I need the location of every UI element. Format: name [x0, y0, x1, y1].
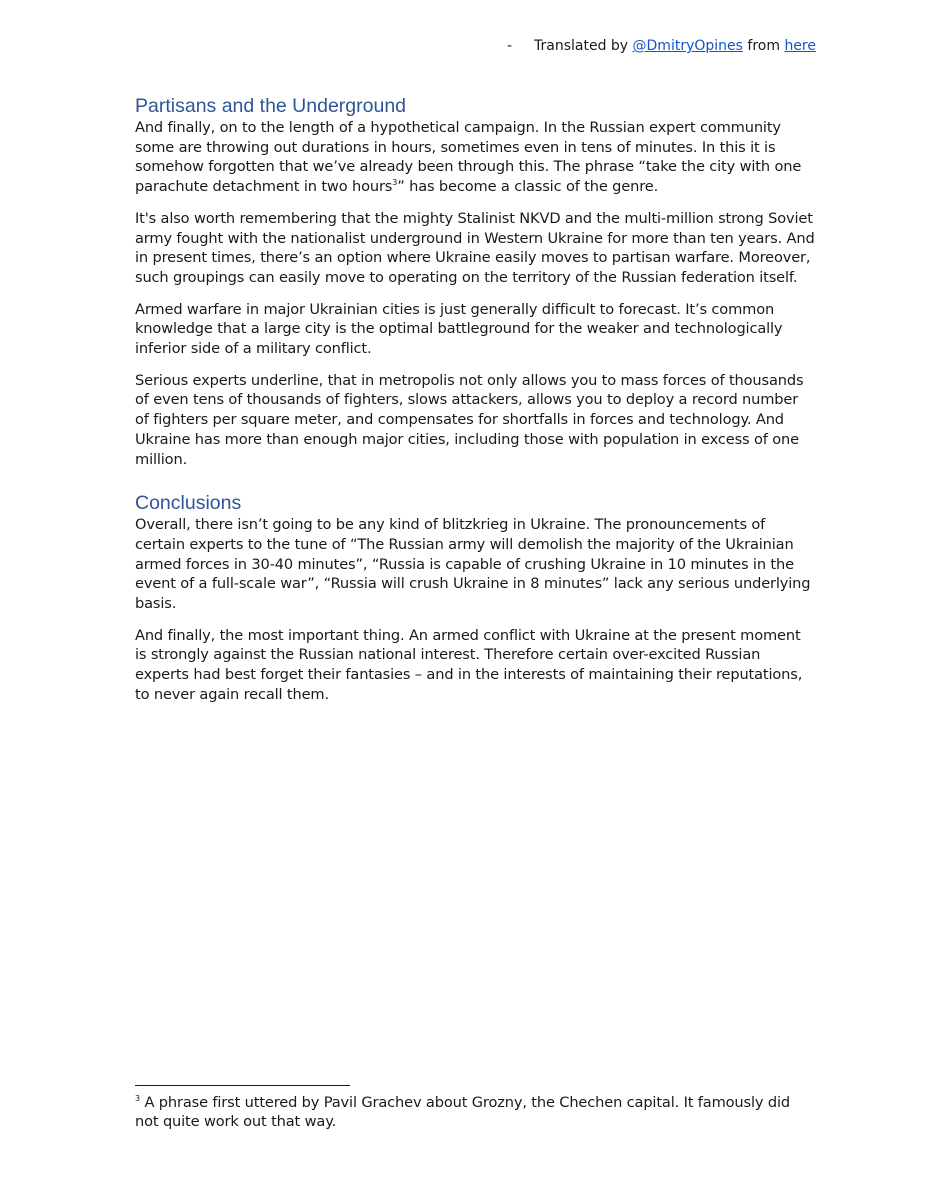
header-prefix: Translated by — [534, 38, 633, 54]
footnote-reference[interactable]: 3 — [392, 178, 398, 188]
header-dash: - — [507, 38, 513, 54]
paragraph-text: ” has become a classic of the genre. — [397, 178, 659, 196]
footnote — [135, 1094, 815, 1131]
paragraph: Armed warfare in major Ukrainian cities is just generally difficult to forecast. It’s common knowledge that a large city is the optimal battleground for the weaker and technologically inferior side of a military conflict. — [135, 300, 783, 358]
page-header — [507, 36, 816, 56]
footnote-separator — [135, 1085, 350, 1086]
paragraph: Serious experts underline, that in metropolis not only allows you to mass forces of thousands of even tens of thousands of fighters, slows attackers, allows you to deploy a record number of fighters per square meter, and compensates for shortfalls in forces and technology. And Ukraine has more than enough major cities, including those with population in excess of one million. — [135, 371, 804, 468]
paragraph — [135, 118, 815, 197]
section-spacer — [135, 481, 815, 491]
footnote-text: A phrase first uttered by Pavil Grachev about Grozny, the Chechen capital. It famously did not quite work out that way. — [135, 1094, 790, 1130]
document-body — [135, 94, 815, 717]
header-middle: from — [742, 38, 785, 54]
footnote-number: 3 — [135, 1094, 140, 1104]
paragraph-text: And finally, on to the length of a hypothetical campaign. In the Russian expert community some are throwing out durations in hours, sometimes even in tens of minutes. In this it is somehow forgotten that we’ve already been through this. The phrase “take the city with one parachute detachment in two hours — [135, 119, 802, 196]
paragraph: It's also worth remembering that the mighty Stalinist NKVD and the multi-million strong Soviet army fought with the nationalist underground in Western Ukraine for more than ten years. And in present times, there’s an option where Ukraine easily moves to partisan warfare. Moreover, such groupings can easily move to operating on the territory of the Russian federation itself. — [135, 209, 815, 286]
translator-link[interactable]: @DmitryOpines — [632, 38, 743, 54]
section-heading-partisans: Partisans and the Underground — [135, 95, 407, 117]
section-heading-conclusions: Conclusions — [135, 492, 242, 515]
paragraph: Overall, there isn’t going to be any kind of blitzkrieg in Ukraine. The pronouncements of certain experts to the tune of “The Russian army will demolish the majority of the Ukrainian armed forces in 30-40 minutes”, “Russia is capable of crushing Ukraine in 10 minutes in the event of a full-scale war”, “Russia will crush Ukraine in 8 minutes” lack any serious underlying basis. — [135, 516, 811, 613]
source-link[interactable]: here — [784, 38, 816, 54]
paragraph: And finally, the most important thing. An armed conflict with Ukraine at the present moment is strongly against the Russian national interest. Therefore certain over-excited Russian experts had best forget their fantasies – and in the interests of maintaining their reputations, to never again recall them. — [135, 626, 803, 703]
